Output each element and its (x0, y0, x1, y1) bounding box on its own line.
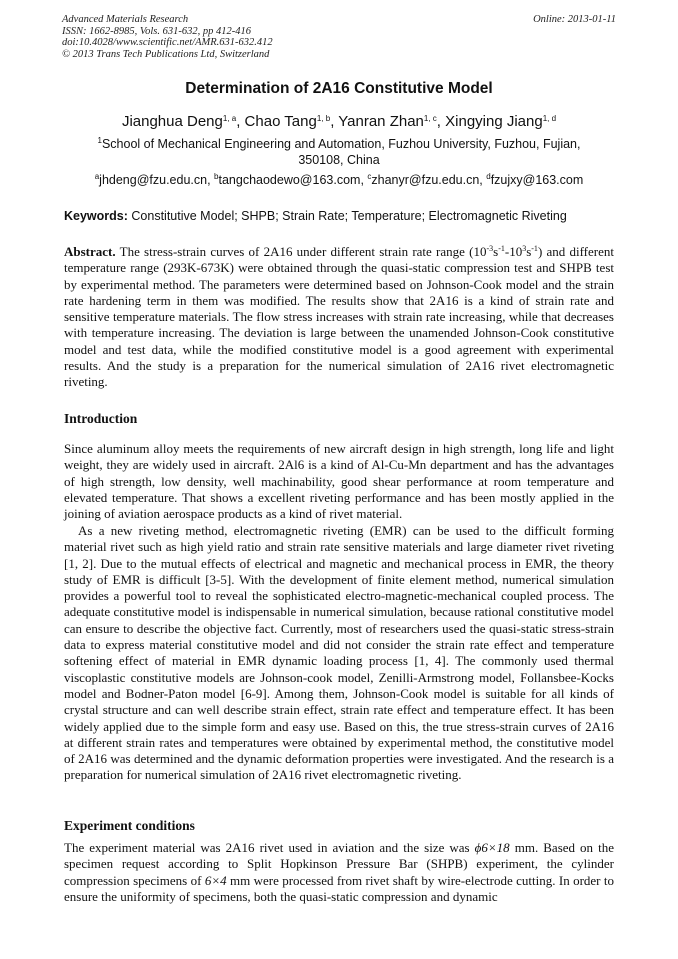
email-sup: a (94, 172, 100, 181)
abstract (64, 244, 614, 391)
paper-title: Determination of 2A16 Constitutive Model (185, 80, 493, 97)
author-name: Xingying Jiang (445, 113, 543, 130)
abstract-text: s (526, 244, 532, 259)
experiment-paragraph (64, 840, 614, 905)
author-list: Jianghua Deng$^{1, a}$, Chao Tang$^{1, b}$, Yanran Zhan$^{1, c}$, Xingying Jiang$^{1, d}$ (121, 113, 557, 130)
issn-line: ISSN: 1662-8985, Vols. 631-632, pp 412-416 (62, 25, 251, 37)
email-link[interactable]: jhdeng@fzu.edu.cn (99, 173, 208, 187)
author-name: Jianghua Deng (121, 113, 223, 130)
doi-line: doi:10.4028/www.scientific.net/AMR.631-632.412 (62, 37, 273, 48)
abstract-text: The stress-strain curves of 2A16 under different strain rate range (10 (119, 244, 487, 259)
abstract-text: ) and different temperature range (293K-673K) were obtained through the quasi-static compression test and SHPB test by experimental method. The parameters were determined based on Johnson-Cook model and the strain rate hardening term in them was modified. The results show that 2A16 is a kind of strain rate and sensitive temperature materials. The flow stress increases with strain rate increasing, while that decreases with temperature increasing. The deviation is large between the unamended Johnson-Cook constitutive model and test data, while the modified constitutive model is a good agreement with experimental results. And the study is a preparation for the numerical simulation of 2A16 rivet electromagnetic riveting. (64, 244, 614, 390)
email-link[interactable]: tangchaodewo@163.com (218, 173, 361, 187)
email-link[interactable]: fzujxy@163.com (490, 173, 584, 187)
specimen-size: 6×4 (204, 872, 227, 888)
abstract-label: Abstract. (64, 244, 116, 259)
author-sup: 1, b (316, 114, 331, 123)
affiliation-text: School of Mechanical Engineering and Automation, Fuzhou University, Fuzhou, Fujian, 350108, China (101, 137, 581, 167)
abstract-text: -10 (504, 244, 523, 259)
author-sup: 1, a (222, 114, 237, 123)
journal-header (62, 14, 273, 60)
introduction-paragraph: As a new riveting method, electromagnetic riveting (EMR) can be used to the difficult forming material rivet such as high yield ratio and strain rate sensitive materials and large diameter rivet riveting [1, 2]. Due to the mutual effects of electrical and magnetic and mechanical process in EMR, the theory study of EMR is difficult [3-5]. With the development of finite element method, numerical simulation provides a powerful tool to reveal the sophisticated electro-magnetic-mechanical coupled process. The adequate constitutive model is indispensable in numerical simulation, because rational constitutive model can ensure to describe the objective fact. Currently, most of researchers used the quasi-static stress-strain data to express material constitutive model and did not consider the strain rate effect and temperature softening effect of material in EMR dynamic loading process [1, 4]. The commonly used thermal viscoplastic constitutive models are Johnson-cook model, Zenilli-Armstrong model, Follansbee-Kocks model and Bodner-Paton model [6-9]. Among them, Johnson-Cook model is suitable for all kinds of crystal structure and can well describe strain effect, strain rate effect and temperature effect. It has been widely applied due to the simple form and easy use. Based on this, the true stress-strain curves of 2A16 at different strain rates and temperatures were obtained by experimental method, the constitutive model of 2A16 was determined and the dynamic deformation properties were investigated. And the research is a preparation for numerical simulation of 2A16 rivet electromagnetic riveting. (64, 523, 614, 783)
experiment-text: mm were processed from rivet shaft by wire-electrode cutting. In order to ensure the uniformity of specimens, both the quasi-static compression and dynamic (64, 872, 614, 904)
journal-name: Advanced Materials Research (62, 14, 189, 25)
copyright-line: © 2013 Trans Tech Publications Ltd, Switzerland (62, 48, 270, 60)
abstract-text: s (493, 244, 499, 259)
specimen-size: ϕ6×18 (474, 840, 510, 855)
experiment-text: mm. Based on the specimen request according to Split Hopkinson Pressure Bar (SHPB) experiment, the cylinder compression specimens of (64, 840, 614, 888)
online-date: Online: 2013-01-11 (533, 14, 616, 25)
email-link[interactable]: zhanyr@fzu.edu.cn (371, 173, 480, 187)
introduction-heading: Introduction (64, 411, 138, 426)
exponent: -3 (486, 244, 494, 253)
email-sup: b (214, 172, 219, 181)
author-name: Yanran Zhan (338, 113, 424, 130)
exponent: -1 (531, 244, 538, 253)
keywords (64, 209, 624, 223)
email-sup: d (486, 172, 491, 181)
keywords-text: Constitutive Model; SHPB; Strain Rate; Temperature; Electromagnetic Riveting (131, 209, 567, 223)
experiment-text: The experiment material was 2A16 rivet used in aviation and the size was (64, 840, 475, 855)
keywords-label: Keywords: (64, 209, 128, 223)
affiliation-sup: 1 (97, 136, 102, 145)
introduction-paragraph: Since aluminum alloy meets the requirements of new aircraft design in high strength, long life and light weight, they are widely used in aircraft. 2Al6 is a kind of Al-Cu-Mn department and has the advantages of high strength, low density, well machinability, good shear performance at room temperature and elevated temperature. That shows a excellent riveting performance and has been mostly applied in the joining of aviation aerospace products as a kind of rivet material. (64, 441, 614, 522)
exponent: -1 (498, 244, 505, 253)
experiment-heading: Experiment conditions (64, 818, 195, 833)
email-sup: c (367, 172, 372, 181)
affiliation (80, 136, 598, 168)
email-list: $^a$jhdeng@fzu.edu.cn, $^b$tangchaodewo@163.com, $^c$zhanyr@fzu.edu.cn, $^d$fzujxy@163.com (94, 172, 584, 187)
exponent: 3 (522, 244, 527, 253)
author-sup: 1, c (423, 114, 437, 123)
author-name: Chao Tang (244, 113, 317, 130)
author-sup: 1, d (542, 114, 557, 123)
